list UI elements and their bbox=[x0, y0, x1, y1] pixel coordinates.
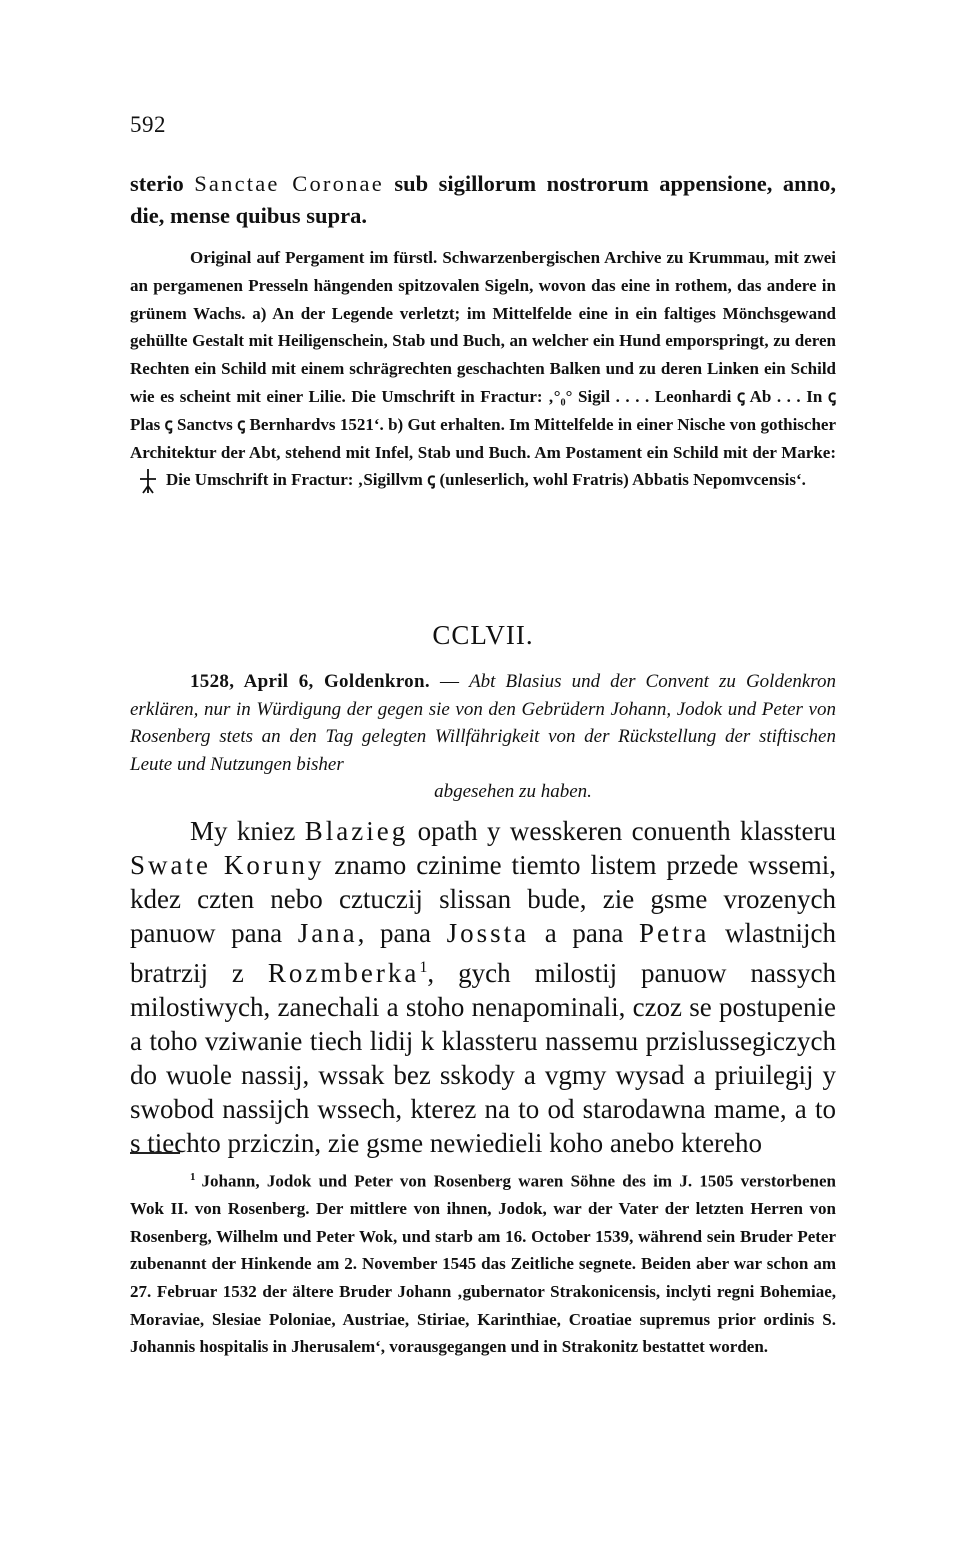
main-text-run: wlastnijch bratrzij z bbox=[130, 918, 837, 988]
main-text-run: , pana bbox=[357, 918, 447, 948]
footnote-text: Johann, Jodok und Peter von Rosenberg waren Söhne des im J. 1505 verstorbenen Wok II. von Rosenberg. Der mittlere von ihnen, Jodok, war der Vater der letzten Herren von Rosenberg, Wilhelm und Peter Wok, und starb am 16. October 1539, während sein Bruder Peter zubenannt der Hinkende am 2. November 1545 das Zeitliche segnete. Beiden aber war schon am 27. Februar 1532 der ältere Bruder Johann ‚gubernator Strakonicensis, inclyti regni Bohemiae, Moraviae, Slesiae Poloniae, Austriae, Stiriae, Karinthiae, Croatiae supremus prior ordinis S. Johannis hospitalis in Jherusalem‘, vorausgegangen und in Strakonitz bestattet worden. bbox=[130, 1171, 836, 1357]
main-text-run: a pana bbox=[529, 918, 639, 948]
document-number: CCLVII. bbox=[432, 620, 534, 650]
heading-dash: — bbox=[429, 671, 470, 692]
heading-date-place: 1528, April 6, Goldenkron. bbox=[190, 671, 430, 692]
main-text-run: , gych milostij panuow nassych milostiwych, zanechali a stoho nenapominali, czoz se postupenie a toho vziwanie tiech lidij k klassteru nassemu przislussegiczych do wuole nassij, wssak bez sskody a vgmy wysad a priuilegij y swobod nassijch wssech, kterez na to od starodawna mame, a to s tiechto prziczin, zie gsme newiedieli koho anebo ktereho bbox=[130, 958, 836, 1158]
mason-mark-icon bbox=[138, 468, 158, 494]
page-number: 592 bbox=[130, 112, 166, 137]
footnote-divider bbox=[130, 1152, 180, 1154]
spaced-name: Blazieg bbox=[304, 816, 409, 846]
spaced-name: Swate Koruny bbox=[130, 850, 325, 880]
spaced-name: Jana bbox=[297, 918, 358, 948]
spaced-name: Sanctae Coronae bbox=[194, 171, 384, 196]
main-text-run: znamo czinime tiemto listem przede wssemi, kdez czten nebo cztuczij slissan bude, zie gsme vrozenych panuow pana bbox=[130, 850, 836, 948]
continuation-text: sterio bbox=[130, 171, 195, 196]
note-text: Original auf Pergament im fürstl. Schwarzenbergischen Archive zu Krummau, mit zwei an pergamenen Presseln hängenden spitzovalen Sigeln, wovon das eine in rothem, das andere in grünem Wachs. a) An der Legende verletzt; im Mittelfelde eine in ein faltiges Mönchsgewand gehüllte Gestalt mit Heiligenschein, Stab und Buch, an welcher ein Hund emporspringt, zu deren Rechten ein Schild mit einem schrägrechten geschachten Balken und zu deren Linken ein Schild wie es scheint mit einer Lilie. Die Umschrift in Fractur: ‚°₀° Sigil . . . . Leonhardi ꞔ Ab . . . In ꞔ Plas ꞔ Sanctvs ꞔ Bernhardvs 1521‘. b) Gut erhalten. Im Mittelfelde in einer Nische von gothischer Architektur der Abt, stehend mit Infel, Stab und Buch. Am Postament ein Schild mit der Marke: bbox=[130, 248, 836, 462]
heading-summary-end: abgesehen zu haben. bbox=[434, 781, 592, 802]
document-heading bbox=[130, 668, 836, 806]
spaced-name: Jossta bbox=[446, 918, 530, 948]
heading-summary: Abt Blasius und der Convent zu Goldenkron erklären, nur in Würdigung der gegen sie von den Gebrüdern Johann, Jodok und Peter von Rosenberg stets an den Tag gelegten Willfährigkeit von der Rückstellung der stiftischen Leute und Nutzungen bisher bbox=[130, 671, 836, 775]
note-text-end: Die Umschrift in Fractur: ‚Sigillvm ꞔ (unleserlich, wohl Fratris) Abbatis Nepomvcensis‘. bbox=[166, 470, 806, 490]
footnote-marker: 1 bbox=[190, 1171, 196, 1183]
main-text-run: opath y wesskeren conuenth klassteru bbox=[408, 816, 837, 846]
spaced-name: Rozmberka bbox=[267, 958, 420, 988]
main-text-run: My kniez bbox=[190, 816, 305, 846]
seal-description-note bbox=[130, 244, 836, 494]
spaced-name: Petra bbox=[638, 918, 710, 948]
footnote-reference: 1 bbox=[419, 958, 428, 976]
continuation-text-end: sub sigillorum nostrorum appensione, anno, die, mense quibus supra. bbox=[130, 171, 836, 228]
continuation-paragraph bbox=[130, 168, 836, 232]
footnote bbox=[130, 1164, 836, 1361]
main-text bbox=[130, 814, 836, 1160]
